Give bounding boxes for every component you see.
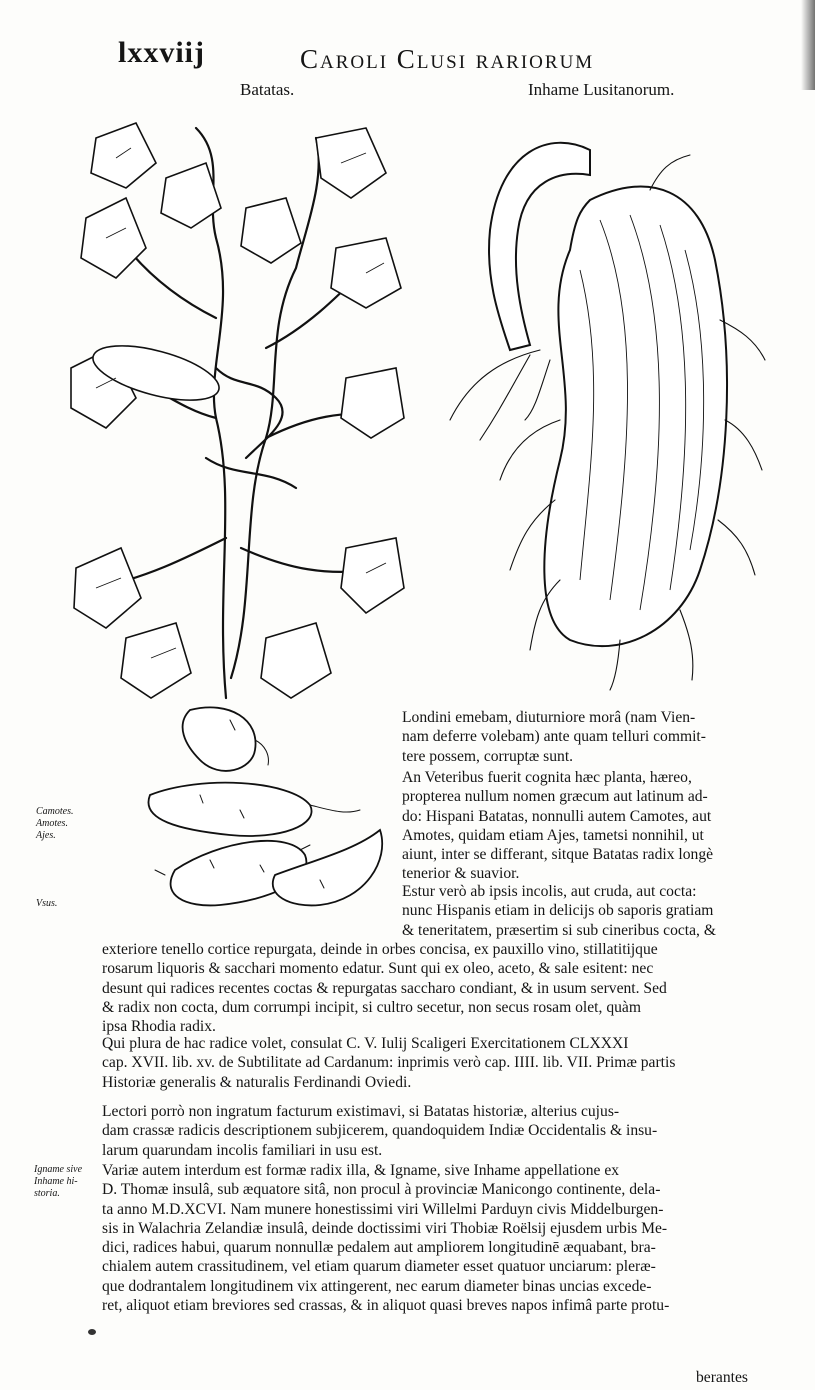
page-edge-shadow: [801, 0, 815, 90]
text-line: tenerior & suavior.: [402, 865, 520, 883]
caption-batatas: Batatas.: [240, 80, 295, 99]
text-line: dam crassæ radicis descriptionem subjicerem, quandoquidem Indiæ Occidentalis & insu-: [102, 1122, 658, 1140]
text-line: nam deferre volebam) ante quam telluri commit-: [402, 728, 706, 746]
text-line: cap. XVII. lib. xv. de Subtilitate ad Cardanum: inprimis verò cap. IIII. lib. VII. Primæ partis: [102, 1054, 676, 1072]
text-line: & teneritatem, præsertim si sub cineribus cocta, &: [402, 921, 716, 939]
margin-note-names: [36, 806, 74, 842]
text-line: Variæ autem interdum est formæ radix illa, & Igname, sive Inhame appellatione ex: [102, 1162, 620, 1179]
text-line: exteriore tenello cortice repurgata, deinde in orbes concisa, ex pauxillo vino, stillatitijque: [102, 941, 658, 958]
paragraph-variae: [102, 1161, 770, 1315]
text-line: Estur verò ab ipsis incolis, aut cruda, aut cocta:: [402, 883, 697, 900]
margin-igname-line: Inhame hi-: [34, 1176, 78, 1187]
paragraph-scaliger: [102, 1034, 770, 1092]
running-title: Caroli Clusi rariorum: [300, 44, 595, 74]
caption-inhame: Inhame Lusitanorum.: [528, 80, 675, 99]
text-line: Amotes, quidam etiam Ajes, tametsi nonnihil, ut: [402, 826, 704, 844]
text-line: que dodrantalem longitudinem vix attingerent, nec earum diameter binas uncias excede-: [102, 1277, 652, 1295]
text-line: chialem autem crassitudinem, vel etiam quarum diameter esset quatuor unciarum: pleræ-: [102, 1258, 656, 1276]
margin-igname-line: storia.: [34, 1188, 60, 1199]
text-line: sis in Walachria Zelandiæ insulâ, deinde doctissimi viri Thobiæ Roëlsij ejusdem urbis Me-: [102, 1219, 668, 1237]
paragraph-estur-full: [102, 940, 770, 1036]
folio-number: lxxviij: [118, 36, 205, 69]
text-line: & radix non cocta, dum corrumpi incipit, si cultro secetur, non secus rosam olet, quàm: [102, 998, 641, 1016]
paragraph-lectori: [102, 1102, 770, 1160]
text-line: dici, radices habui, quarum nonnullæ pedalem aut ampliorem longitudinē æquabant, bra-: [102, 1239, 656, 1257]
paragraph-londini: [402, 708, 772, 766]
catchword: berantes: [696, 1369, 748, 1386]
batatas-tubers-illustration: [140, 700, 395, 920]
ink-smudge: [88, 1329, 96, 1335]
text-line: Londini emebam, diuturniore morâ (nam Vien-: [402, 709, 696, 726]
text-line: Historiæ generalis & naturalis Ferdinandi Oviedi.: [102, 1073, 412, 1091]
text-line: ipsa Rhodia radix.: [102, 1018, 216, 1036]
paragraph-veteribus: [402, 768, 772, 884]
text-line: nunc Hispanis etiam in delicijs ob saporis gratiam: [402, 902, 714, 920]
text-line: aiunt, inter se differant, sitque Batatas radix longè: [402, 846, 714, 864]
text-line: larum quarundam incolis familiari in usu est.: [102, 1141, 383, 1159]
margin-name: Camotes.: [36, 806, 74, 817]
text-line: An Veteribus fuerit cognita hæc planta, hæreo,: [402, 769, 692, 786]
text-line: propterea nullum nomen græcum aut latinum ad-: [402, 788, 708, 806]
margin-note-igname: [34, 1164, 82, 1200]
margin-note-usus: Vsus.: [36, 898, 58, 909]
text-line: Lectori porrò non ingratum facturum existimavi, si Batatas historiæ, alterius cujus-: [102, 1103, 620, 1120]
text-line: ta anno M.D.XCVI. Nam munere honestissimi viri Willelmi Parduyn civis Middelburgen-: [102, 1200, 664, 1218]
margin-name: Ajes.: [36, 830, 56, 841]
inhame-root-illustration: [440, 120, 770, 695]
text-line: ret, aliquot etiam breviores sed crassas, & in aliquot quasi breves napos infimâ parte protu-: [102, 1297, 670, 1315]
text-line: tere possem, corruptæ sunt.: [402, 747, 574, 765]
text-line: desunt qui radices recentes coctas & repurgatas saccharo condiant, & in usum servent. Sed: [102, 979, 667, 997]
text-line: do: Hispani Batatas, nonnulli autem Camotes, aut: [402, 807, 712, 825]
margin-igname-line: Igname sive: [34, 1164, 83, 1175]
text-line: rosarum liquoris & sacchari momento edatur. Sunt qui ex oleo, aceto, & sale esitent: nec: [102, 960, 654, 978]
text-line: D. Thomæ insulâ, sub æquatore sitâ, non procul à provinciæ Manicongo continente, dela-: [102, 1181, 661, 1199]
paragraph-estur-right: [402, 882, 772, 940]
margin-name: Amotes.: [36, 818, 68, 829]
text-line: Qui plura de hac radice volet, consulat C. V. Iulij Scaligeri Exercitationem CLXXXI: [102, 1035, 629, 1052]
batatas-plant-illustration: [66, 118, 406, 708]
